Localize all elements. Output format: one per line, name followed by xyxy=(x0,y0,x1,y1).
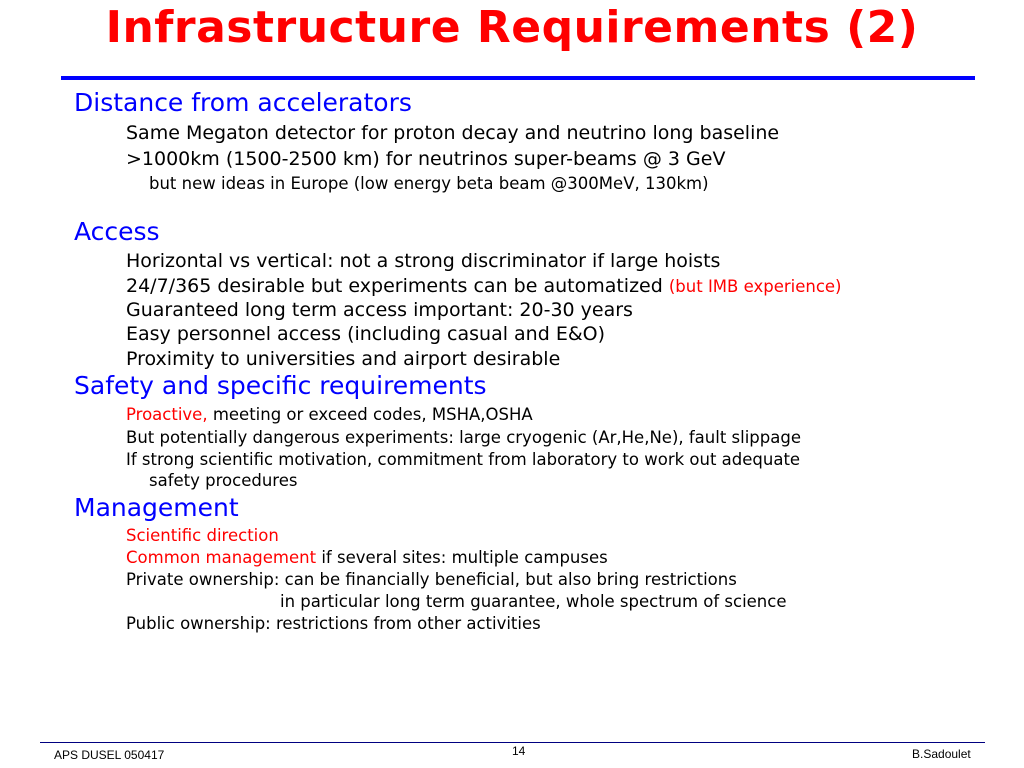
distance-item-1: Same Megaton detector for proton decay and neutrino long baseline xyxy=(126,122,780,144)
management-item-2-highlight: Common management xyxy=(126,548,317,567)
heading-access: Access xyxy=(74,217,160,246)
heading-safety: Safety and specific requirements xyxy=(74,371,487,400)
access-item-3: Guaranteed long term access important: 20-30 years xyxy=(126,299,633,321)
safety-item-1-text: meeting or exceed codes, MSHA,OSHA xyxy=(207,405,533,424)
safety-item-3: If strong scientific motivation, commitment from laboratory to work out adequate xyxy=(126,450,801,469)
distance-subitem-1: but new ideas in Europe (low energy beta beam @300MeV, 130km) xyxy=(149,174,709,193)
management-item-4: Public ownership: restrictions from other activities xyxy=(126,614,541,633)
access-item-2 xyxy=(126,275,842,297)
footer-right: B.Sadoulet xyxy=(912,747,971,761)
safety-item-2: But potentially dangerous experiments: large cryogenic (Ar,He,Ne), fault slippage xyxy=(126,428,801,447)
safety-item-1 xyxy=(126,405,533,424)
management-item-3-continued: in particular long term guarantee, whole spectrum of science xyxy=(280,592,787,611)
distance-item-2: >1000km (1500-2500 km) for neutrinos super-beams @ 3 GeV xyxy=(126,148,726,170)
access-item-4: Easy personnel access (including casual and E&O) xyxy=(126,323,606,345)
footer-rule xyxy=(40,742,985,743)
management-item-3: Private ownership: can be financially beneficial, but also bring restrictions xyxy=(126,570,737,589)
management-item-1: Scientific direction xyxy=(126,526,279,545)
page-number: 14 xyxy=(512,744,526,758)
safety-item-1-highlight: Proactive, xyxy=(126,405,208,424)
slide-title: Infrastructure Requirements (2) xyxy=(105,2,919,53)
access-item-2-note: (but IMB experience) xyxy=(668,277,842,296)
footer-left: APS DUSEL 050417 xyxy=(54,748,165,762)
heading-distance: Distance from accelerators xyxy=(74,88,412,117)
access-item-1: Horizontal vs vertical: not a strong discriminator if large hoists xyxy=(126,250,721,272)
management-item-2 xyxy=(126,548,608,567)
access-item-2-text: 24/7/365 desirable but experiments can be automatized xyxy=(126,275,669,297)
management-item-2-text: if several sites: multiple campuses xyxy=(316,548,608,567)
safety-item-3-continued: safety procedures xyxy=(149,471,298,490)
heading-management: Management xyxy=(74,493,239,522)
access-item-5: Proximity to universities and airport desirable xyxy=(126,348,561,370)
